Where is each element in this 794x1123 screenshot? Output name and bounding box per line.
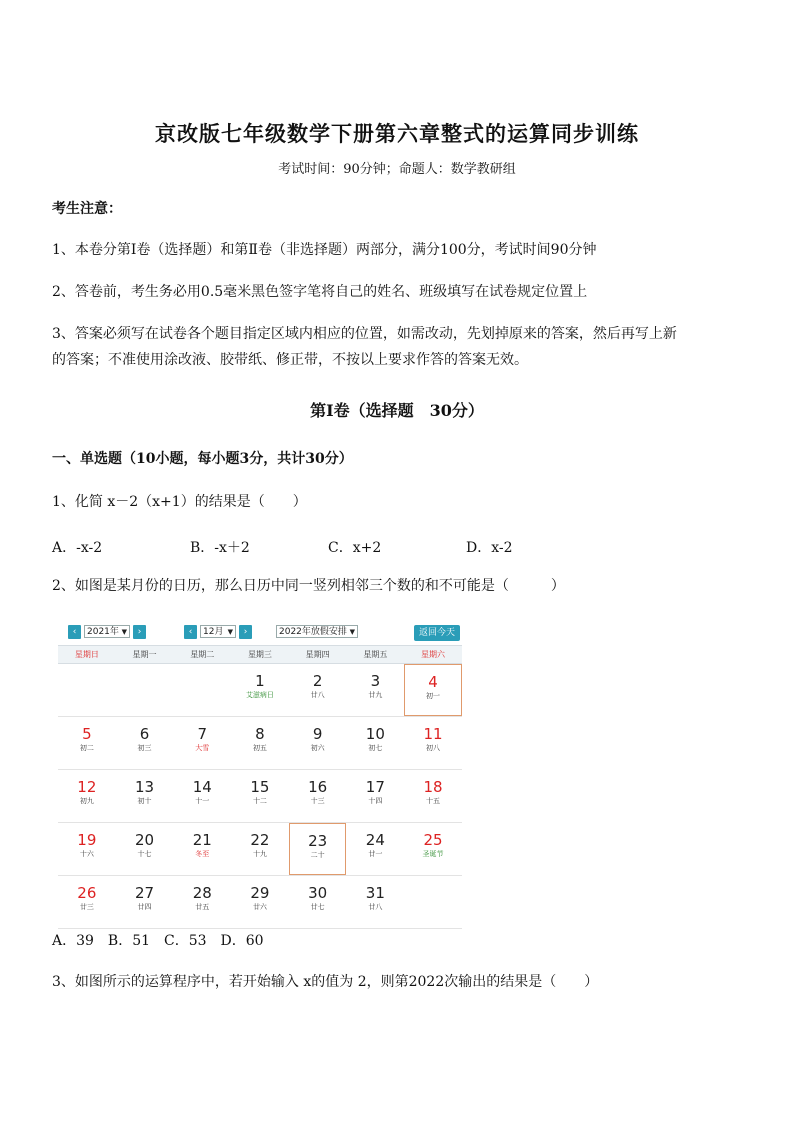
calendar-day-cell[interactable] [289,876,347,928]
day-number: 20 [134,831,155,849]
day-number: 4 [428,673,438,691]
month-select-value: 12月 [203,627,224,637]
lunar-date-label: 十四 [368,797,383,805]
weekday-label: 星期日 [74,650,99,659]
notice-heading: 考生注意： [52,201,122,217]
day-number: 10 [365,725,385,743]
weekday-label: 星期五 [363,650,388,659]
calendar-day-cell[interactable] [173,770,231,822]
calendar-day-cell[interactable] [347,717,405,769]
day-number: 18 [423,778,443,796]
day-number: 25 [423,831,443,849]
lunar-date-label: 初十 [137,797,152,805]
holiday-select-value: 2022年放假安排 [279,627,347,637]
month-select[interactable] [200,625,236,638]
q1-option-c: C．x+2 [328,540,382,556]
calendar-week-row [58,717,462,770]
lunar-date-label: 廿三 [79,903,94,911]
calendar-week-row [58,770,462,823]
calendar-day-cell[interactable] [173,717,231,769]
q1-option-d: D．x-2 [466,540,513,556]
day-number: 19 [77,831,97,849]
question-1-options [52,537,752,557]
calendar-day-cell[interactable] [404,770,462,822]
lunar-date-label: 廿八 [368,903,383,911]
day-number: 28 [192,884,212,902]
day-number: 11 [423,725,443,743]
lunar-date-label: 廿六 [252,903,267,911]
section-1-title: 一、单选题（10小题，每小题3分，共计30分） [52,451,353,467]
chevron-down-icon: ▼ [121,628,127,636]
lunar-date-label: 廿一 [368,850,383,858]
calendar-day-cell[interactable] [173,823,231,875]
lunar-date-label: 初三 [137,744,152,752]
day-number: 8 [255,725,265,743]
lunar-date-label: 十二 [252,797,267,805]
prev-year-button[interactable]: ‹ [68,625,81,639]
year-select-value: 2021年 [87,627,119,637]
calendar-day-cell[interactable] [58,770,116,822]
lunar-date-label: 廿八 [310,691,325,699]
notice-item-2: 2、答卷前，考生务必用0.5毫米黑色签字笔将自己的姓名、班级填写在试卷规定位置上 [52,284,588,300]
lunar-date-label: 初八 [426,744,441,752]
calendar-day-cell[interactable] [347,664,405,716]
calendar-day-cell[interactable] [289,664,347,716]
lunar-date-label: 廿九 [368,691,383,699]
calendar-day-cell[interactable] [289,823,347,875]
calendar-day-cell[interactable] [58,717,116,769]
weekday-label: 星期六 [421,650,446,659]
lunar-date-label: 二十 [310,851,325,859]
day-number: 26 [77,884,97,902]
day-number: 22 [250,831,270,849]
weekday-label: 星期四 [305,650,330,659]
calendar-week-row [58,664,462,717]
lunar-date-label: 初二 [79,744,94,752]
calendar-day-cell[interactable] [404,823,462,875]
next-month-button[interactable]: › [239,625,252,639]
day-number: 7 [197,725,207,743]
calendar-day-cell[interactable] [231,823,289,875]
lunar-date-label: 初五 [252,744,267,752]
lunar-date-label: 十九 [252,850,267,858]
day-number: 14 [192,778,212,796]
question-1-stem: 1、化简 x－2（x+1）的结果是（ ） [52,494,307,510]
calendar-weekday-header [58,645,462,664]
exam-info: 考试时间：90分钟；命题人：数学教研组 [278,162,516,177]
calendar-day-cell[interactable] [116,717,174,769]
prev-month-button[interactable]: ‹ [184,625,197,639]
year-select[interactable] [84,625,130,638]
calendar-day-cell[interactable] [289,770,347,822]
chevron-down-icon: ▼ [349,628,355,636]
chevron-down-icon: ▼ [227,628,233,636]
day-number: 15 [250,778,270,796]
calendar-day-cell[interactable] [347,876,405,928]
lunar-date-label: 初七 [368,744,383,752]
lunar-date-label: 十五 [426,797,441,805]
day-number: 6 [139,725,150,743]
calendar-day-cell[interactable] [231,717,289,769]
back-to-today-button[interactable]: 返回今天 [414,625,460,641]
weekday-label: 星期一 [132,650,157,659]
day-number: 2 [312,672,323,690]
question-3-stem: 3、如图所示的运算程序中，若开始输入 x的值为 2，则第2022次输出的结果是（ ） [52,974,599,990]
day-number: 12 [77,778,97,796]
calendar-figure [58,622,462,918]
day-number: 1 [255,672,265,690]
calendar-day-cell[interactable] [231,770,289,822]
lunar-date-label: 廿七 [310,903,325,911]
calendar-toolbar [58,622,462,646]
day-number: 27 [134,884,155,902]
calendar-day-cell[interactable] [347,770,405,822]
lunar-date-label: 十一 [195,797,210,805]
calendar-day-cell[interactable] [289,717,347,769]
lunar-date-label: 大雪 [195,744,210,752]
next-year-button[interactable]: › [133,625,146,639]
question-2-options: A．39 B．51 C．53 D．60 [52,933,264,949]
lunar-date-label: 初九 [79,797,94,805]
calendar-day-cell[interactable] [231,664,289,716]
day-number: 13 [134,778,155,796]
day-number: 9 [312,725,323,743]
day-number: 30 [308,884,328,902]
day-number: 3 [370,672,381,690]
calendar-day-cell[interactable] [116,823,174,875]
calendar-day-cell[interactable] [58,876,116,928]
lunar-date-label: 艾滋病日 [245,691,274,699]
calendar-week-row [58,823,462,876]
lunar-date-label: 圣诞节 [422,850,444,858]
notice-item-3-line-1: 3、答案必须写在试卷各个题目指定区域内相应的位置，如需改动，先划掉原来的答案，然后再写上新 [52,326,677,342]
lunar-date-label: 初一 [426,692,441,700]
day-number: 24 [365,831,385,849]
day-number: 31 [365,884,385,902]
calendar-day-cell[interactable] [404,664,462,716]
calendar-day-cell[interactable] [231,876,289,928]
calendar-day-cell[interactable] [404,717,462,769]
day-number: 23 [308,832,328,850]
calendar-day-cell[interactable] [58,823,116,875]
lunar-date-label: 冬至 [195,850,210,858]
weekday-label: 星期二 [190,650,215,659]
day-number: 29 [250,884,270,902]
lunar-date-label: 十七 [137,850,152,858]
holiday-select[interactable] [276,625,358,638]
lunar-date-label: 廿四 [137,903,152,911]
day-number: 5 [82,725,92,743]
day-number: 21 [192,831,212,849]
question-2-stem: 2、如图是某月份的日历，那么日历中同一竖列相邻三个数的和不可能是（ ） [52,578,565,594]
calendar-day-cell[interactable] [347,823,405,875]
lunar-date-label: 初六 [310,744,325,752]
notice-item-3-line-2: 的答案；不准使用涂改液、胶带纸、修正带，不按以上要求作答的答案无效。 [52,352,528,368]
calendar-week-row [58,876,462,929]
part-1-title: 第Ⅰ卷（选择题 30分） [310,401,484,420]
calendar-day-cell[interactable] [116,876,174,928]
lunar-date-label: 廿五 [195,903,210,911]
lunar-date-label: 十六 [79,850,94,858]
notice-item-1: 1、本卷分第Ⅰ卷（选择题）和第Ⅱ卷（非选择题）两部分，满分100分，考试时间90分钟 [52,242,597,258]
page-title: 京改版七年级数学下册第六章整式的运算同步训练 [155,121,639,146]
q1-option-b: B．-x＋2 [190,540,250,556]
calendar-day-cell[interactable] [116,770,174,822]
day-number: 17 [365,778,385,796]
q1-option-a: A．-x-2 [52,540,103,556]
day-number: 16 [308,778,328,796]
weekday-label: 星期三 [247,650,272,659]
lunar-date-label: 十三 [310,797,325,805]
calendar-day-cell[interactable] [173,876,231,928]
